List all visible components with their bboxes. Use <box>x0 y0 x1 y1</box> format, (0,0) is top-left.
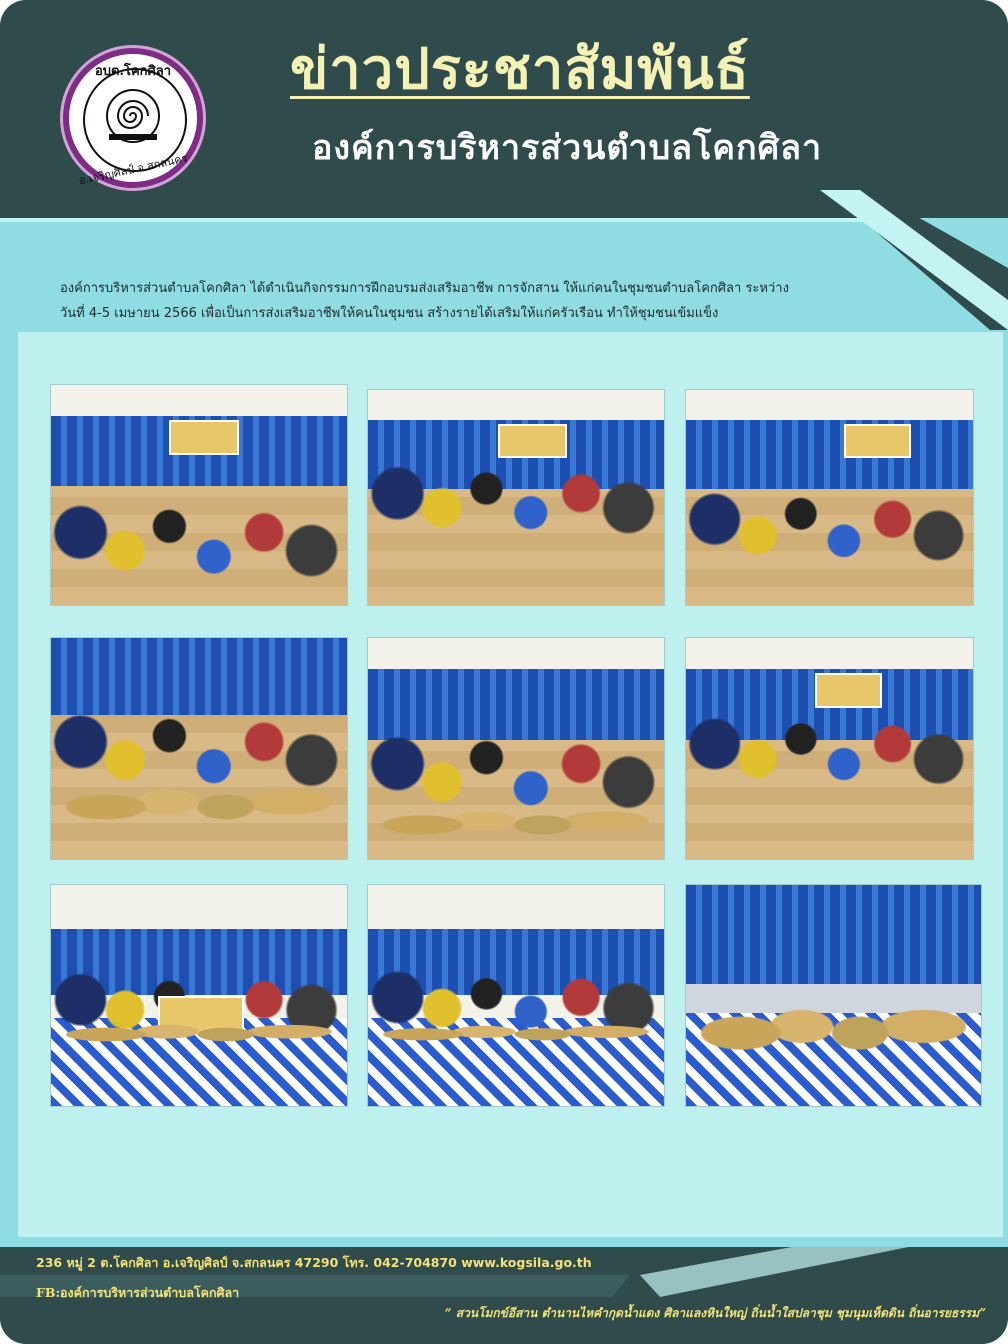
org-logo <box>60 45 206 191</box>
spiral-emblem-icon <box>103 86 163 146</box>
photo-weaving-session-2 <box>368 638 664 859</box>
logo-text-top: อบต.โคกศิลา <box>94 64 172 79</box>
photo-group-with-baskets <box>368 885 664 1106</box>
news-body-line-1: องค์การบริหารส่วนตำบลโคกศิลา ได้ดำเนินกิจกรรมการฝึกอบรมส่งเสริมอาชีพ การจักสาน ให้แก่คนในชุมชนตำบลโคกศิลา ระหว่าง <box>60 281 789 296</box>
news-body <box>60 276 920 326</box>
news-body-line-2: วันที่ 4-5 เมษายน 2566 เพื่อเป็นการส่งเสริมอาชีพให้คนในชุมชน สร้างรายได้เสริมให้แก่ครัวเรือน ทำให้ชุมชนเข้มแข็ง <box>60 306 719 321</box>
photo-group-portrait <box>368 390 664 605</box>
photo-finished-baskets <box>686 885 981 1106</box>
logo-text-bottom: อ.เจริญศิลป์ จ.สกลนคร <box>77 151 189 188</box>
photo-training-audience <box>51 385 347 605</box>
page-subtitle: องค์การบริหารส่วนตำบลโคกศิลา <box>312 128 823 168</box>
footer-motto: “ สวนโมกข์อีสาน ตำนานไหคำกุดน้ำแดง ศิลาแลงหินใหญ่ ถิ่นน้ำใสปลาชุม ชุมนุมเห็ดดิน ถิ่นอารยธรรม” <box>444 1306 986 1320</box>
photo-weaving-session-3 <box>686 638 973 859</box>
photo-weaving-session-1 <box>686 390 973 605</box>
footer-address: 236 หมู่ 2 ต.โคกศิลา อ.เจริญศิลป์ จ.สกลนคร 47290 โทร. 042-704870 www.kogsila.go.th <box>36 1255 592 1270</box>
photo-group-with-banner <box>51 885 347 1106</box>
page-title: ข่าวประชาสัมพันธ์ <box>290 36 750 102</box>
footer-facebook: FB:องค์การบริหารส่วนตำบลโคกศิลา <box>36 1285 240 1300</box>
photo-weaving-closeup <box>51 638 347 859</box>
